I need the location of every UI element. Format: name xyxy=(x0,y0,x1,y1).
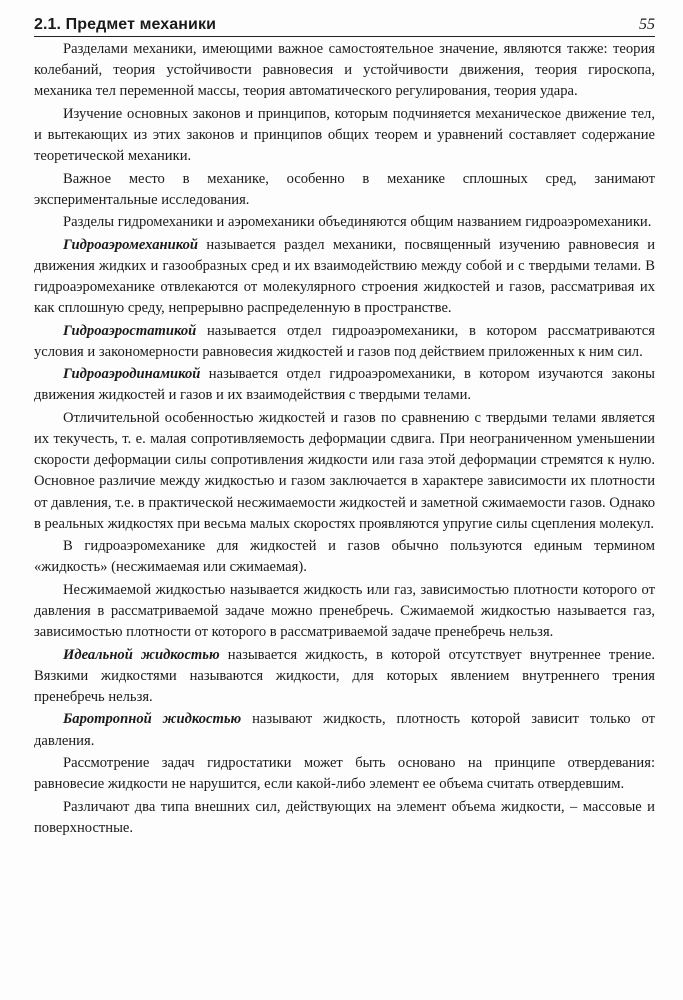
paragraph-text: называют жидкость, плотность которой зависит только от давления. xyxy=(34,711,655,749)
paragraph xyxy=(34,797,655,839)
paragraph-text: Различают два типа внешних сил, действующих на элемент объема жидкости, – массовые и поверхностные. xyxy=(34,798,655,836)
defined-term: Гидроаэромеханикой xyxy=(63,236,199,253)
paragraph-text: Несжимаемой жидкостью называется жидкость или газ, зависимостью плотности которого от давления в рассматриваемой задаче можно пренебречь. Сжимаемой жидкостью называется газ, зависимостью плотности от которого в рассматриваемой задаче пренебречь нельзя. xyxy=(34,581,655,641)
paragraph-text: Разделами механики, имеющими важное самостоятельное значение, являются также: теория колебаний, теория устойчивости равновесия и устойчивости движения, теория гироскопа, механика тел переменной массы, теория автоматического регулирования, теория удара. xyxy=(34,41,655,100)
paragraph xyxy=(34,212,655,233)
paragraph xyxy=(34,536,655,578)
paragraph-text: называется жидкость, в которой отсутствует внутреннее трение. Вязкими жидкостями называются жидкости, для которых явлением внутреннего трения пренебречь нельзя. xyxy=(34,646,655,705)
paragraph-text: Важное место в механике, особенно в механике сплошных сред, занимают экспериментальные исследования. xyxy=(34,170,655,208)
definition-paragraph xyxy=(34,709,655,751)
section-title: 2.1. Предмет механики xyxy=(34,16,217,33)
paragraph-text: называется отдел гидроаэромеханики, в котором рассматриваются условия и закономерности равновесия жидкостей и газов под действием приложенных к ним сил. xyxy=(34,322,655,360)
paragraph-text: называется раздел механики, посвященный изучению равновесия и движения жидких и газообразных сред и их взаимодействию между собой и с твердыми телами. В гидроаэромеханике отвлекаются от молекулярного строения жидкостей и газов, рассматривая их как сплошную среду, непрерывно распределенную в пространстве. xyxy=(34,236,655,317)
paragraph-text: Рассмотрение задач гидростатики может быть основано на принципе отвердевания: равновесие жидкости не нарушится, если какой-либо элемент ее объема считать отвердевшим. xyxy=(34,754,655,793)
defined-term: Гидроаэростатикой xyxy=(63,322,197,339)
definition-paragraph xyxy=(34,235,655,320)
paragraph-text: Разделы гидромеханики и аэромеханики объединяются общим названием гидроаэромеханики. xyxy=(63,214,652,231)
definition-paragraph xyxy=(34,364,655,406)
definition-paragraph xyxy=(34,321,655,363)
defined-term: Баротропной жидкостью xyxy=(63,711,242,728)
definition-paragraph xyxy=(34,645,655,709)
paragraph xyxy=(34,169,655,211)
defined-term: Гидроаэродинамикой xyxy=(63,366,201,383)
paragraph-text: В гидроаэромеханике для жидкостей и газов обычно пользуются единым термином «жидкость» (несжимаемая или сжимаемая). xyxy=(34,538,655,576)
defined-term: Идеальной жидкостью xyxy=(63,646,220,663)
page-number: 55 xyxy=(639,16,655,33)
paragraph xyxy=(34,580,655,644)
paragraph xyxy=(34,104,655,168)
paragraph-text: Изучение основных законов и принципов, которым подчиняется механическое движение тел, и вытекающих из этих законов и принципов общих теорем и уравнений составляет содержание теоретической механики. xyxy=(34,105,655,165)
paragraph xyxy=(34,753,655,795)
paragraph xyxy=(34,408,655,535)
text-body xyxy=(34,39,655,840)
paragraph-text: называется отдел гидроаэромеханики, в котором изучаются законы движения жидкостей и газов и их взаимодействия с твердыми телами. xyxy=(34,366,655,404)
paragraph-text: Отличительной особенностью жидкостей и газов по сравнению с твердыми телами является их текучесть, т. е. малая сопротивляемость деформации сдвига. При неограниченном уменьшении скорости деформации силы сопротивления жидкости или газа этой деформации стремятся к нулю. Основное различие между жидкостью и газом заключается в характере зависимости их плотности от давления, т.е. в практической несжимаемости жидкостей и заметной сжимаемости газов. Однако в реальных жидкостях при весьма малых скоростях проявляются упругие силы сцепления молекул. xyxy=(34,409,655,532)
running-header xyxy=(34,10,655,37)
paragraph xyxy=(34,39,655,103)
